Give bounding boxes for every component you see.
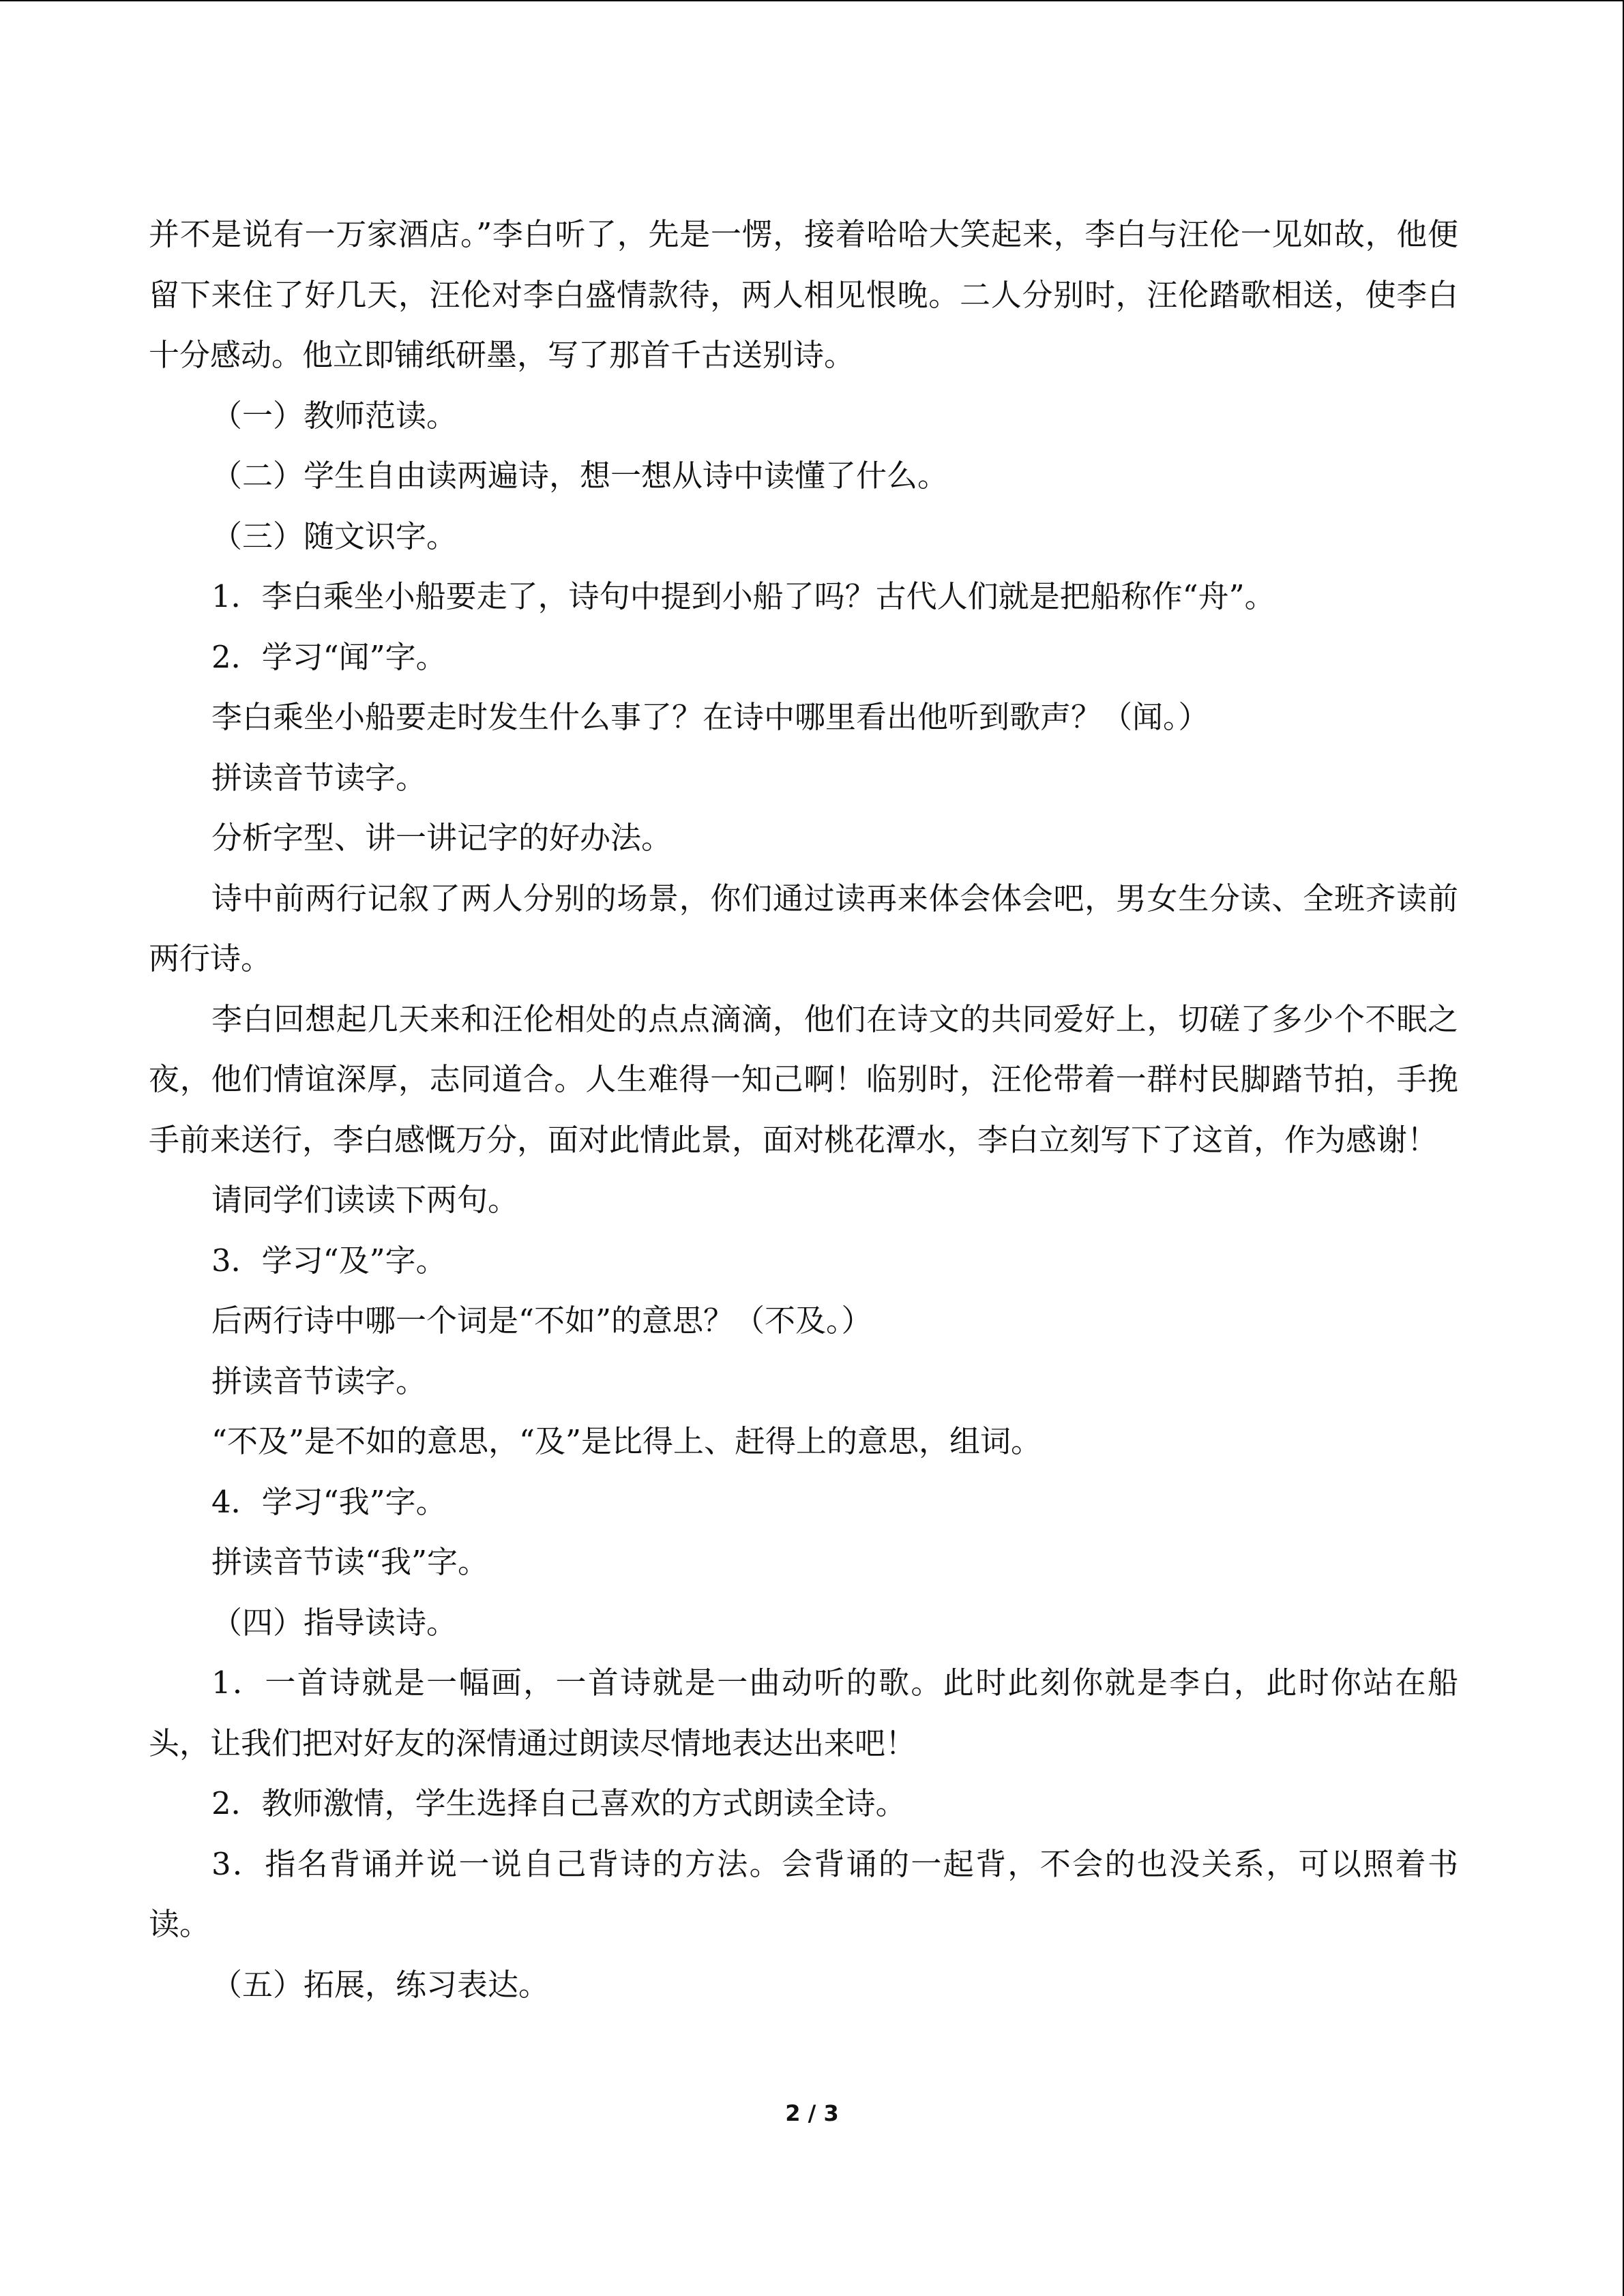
paragraph: 3．指名背诵并说一说自己背诗的方法。会背诵的一起背，不会的也没关系，可以照着书读。 <box>149 1845 1458 1942</box>
paragraph: 2．学习“闻”字。 <box>211 638 447 675</box>
paragraph: 拼读音节读字。 <box>211 759 427 796</box>
paragraph: 4．学习“我”字。 <box>211 1483 447 1520</box>
paragraph: 请同学们读读下两句。 <box>211 1182 519 1218</box>
paragraph: 1．一首诗就是一幅画，一首诗就是一曲动听的歌。此时此刻你就是李白，此时你站在船头，让我们把对好友的深情通过朗读尽情地表达出来吧！ <box>149 1665 1458 1761</box>
paragraph: 拼读音节读“我”字。 <box>211 1544 489 1580</box>
paragraph: （五）拓展，练习表达。 <box>211 1966 550 2003</box>
paragraph: 3．学习“及”字。 <box>211 1242 447 1279</box>
document-body <box>149 205 1458 2015</box>
paragraph: 李白回想起几天来和汪伦相处的点点滴滴，他们在诗文的共同爱好上，切磋了多少个不眠之夜，他们情谊深厚，志同道合。人生难得一知己啊！临别时，汪伦带着一群村民脚踏节拍，手挽手前来送行，李白感慨万分，面对此情此景，面对桃花潭水，李白立刻写下了这首，作为感谢！ <box>149 1000 1458 1158</box>
paragraph: 后两行诗中哪一个词是“不如”的意思？（不及。） <box>211 1302 872 1339</box>
paragraph: （四）指导读诗。 <box>211 1604 458 1641</box>
paragraph: （二）学生自由读两遍诗，想一想从诗中读懂了什么。 <box>211 458 949 494</box>
paragraph: 李白乘坐小船要走时发生什么事了？在诗中哪里看出他听到歌声？（闻。） <box>211 699 1209 735</box>
paragraph: 拼读音节读字。 <box>211 1362 427 1399</box>
paragraph: “不及”是不如的意思，“及”是比得上、赶得上的意思，组词。 <box>211 1423 1042 1459</box>
paragraph: 2．教师激情，学生选择自己喜欢的方式朗读全诗。 <box>211 1785 906 1821</box>
paragraph: 1．李白乘坐小船要走了，诗句中提到小船了吗？古代人们就是把船称作“舟”。 <box>211 578 1275 614</box>
page-number: 2 / 3 <box>785 2100 839 2126</box>
paragraph: 诗中前两行记叙了两人分别的场景，你们通过读再来体会体会吧，男女生分读、全班齐读前两行诗。 <box>149 880 1458 976</box>
paragraph: 分析字型、讲一讲记字的好办法。 <box>211 820 673 856</box>
paragraph: （一）教师范读。 <box>211 397 458 434</box>
paragraph: （三）随文识字。 <box>211 518 458 554</box>
paragraph: 并不是说有一万家酒店。”李白听了，先是一愣，接着哈哈大笑起来，李白与汪伦一见如故，他便留下来住了好几天，汪伦对李白盛情款待，两人相见恨晚。二人分别时，汪伦踏歌相送，使李白十分感动。他立即铺纸研墨，写了那首千古送别诗。 <box>149 216 1458 373</box>
